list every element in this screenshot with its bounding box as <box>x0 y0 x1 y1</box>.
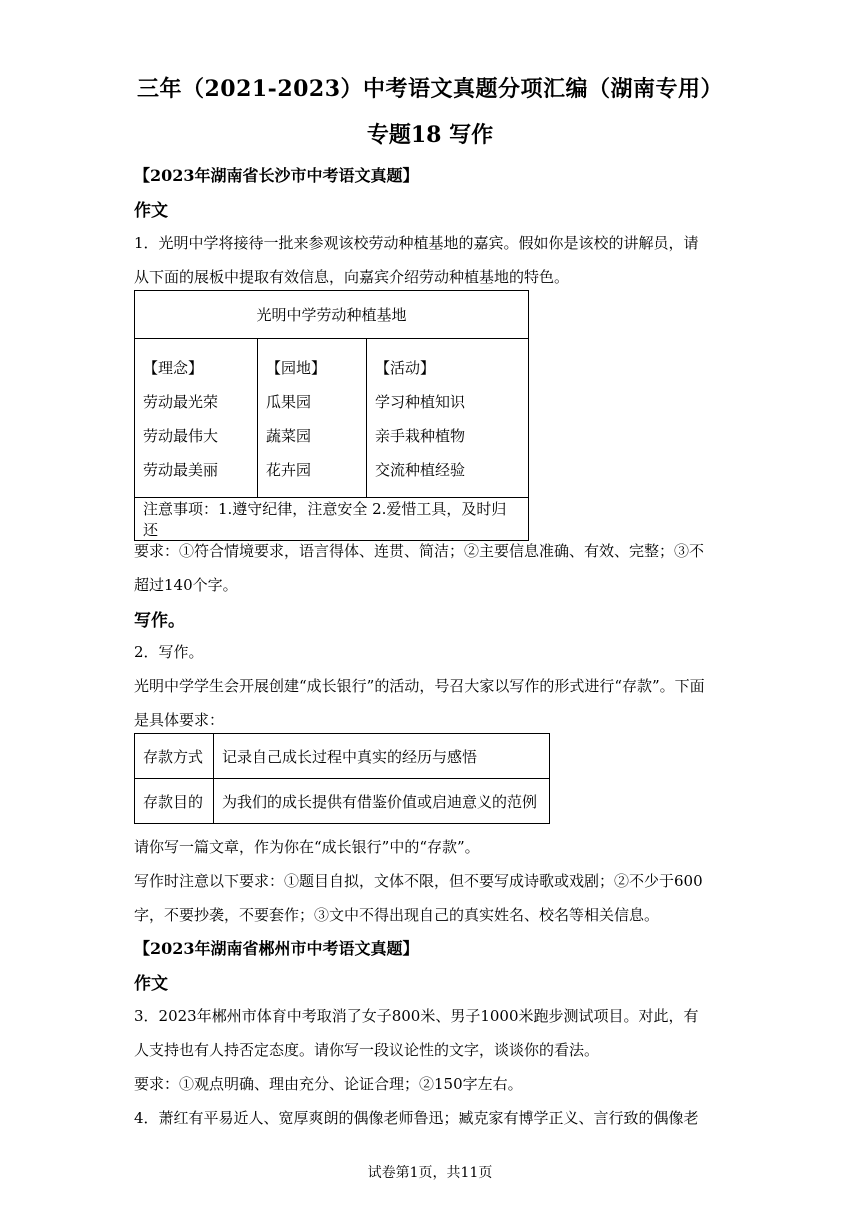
planting-base-table <box>134 290 529 541</box>
column-item: 劳动最光荣 <box>143 393 219 411</box>
question-3-requirements: 要求：①观点明确、理由充分、论证合理；②150字左右。 <box>134 1075 523 1093</box>
document-title: 三年（2021-2023）中考语文真题分项汇编（湖南专用） <box>136 76 724 102</box>
column-header: 【园地】 <box>266 359 327 377</box>
column-item: 花卉园 <box>266 461 312 479</box>
question-4-line-1: 4．萧红有平易近人、宽厚爽朗的偶像老师鲁迅；臧克家有博学正义、言行致的偶像老 <box>134 1109 699 1127</box>
column-concept <box>135 339 258 498</box>
column-header: 【理念】 <box>143 359 204 377</box>
column-item: 劳动最伟大 <box>143 427 219 445</box>
savings-table <box>134 733 550 824</box>
section-label-composition-2: 作文 <box>134 974 168 994</box>
question-2-line-2: 是具体要求： <box>134 711 225 729</box>
question-2-instruction: 请你写一篇文章，作为你在“成长银行”中的“存款”。 <box>134 838 480 856</box>
question-2-requirement-2: 字，不要抄袭，不要套作；③文中不得出现自己的真实姓名、校名等相关信息。 <box>134 906 660 924</box>
table-row <box>135 779 550 824</box>
table-note: 注意事项：1.遵守纪律，注意安全 2.爱惜工具，及时归还 <box>135 498 529 541</box>
section-header-chenzhou: 【2023年湖南省郴州市中考语文真题】 <box>134 939 419 958</box>
column-item: 亲手栽种植物 <box>375 427 466 445</box>
question-2-title: 2．写作。 <box>134 643 204 661</box>
row-value: 为我们的成长提供有借鉴价值或启迪意义的范例 <box>214 779 550 824</box>
column-item: 劳动最美丽 <box>143 461 219 479</box>
section-label-composition: 作文 <box>134 201 168 221</box>
row-key: 存款方式 <box>135 734 214 779</box>
column-header: 【活动】 <box>375 359 436 377</box>
question-3-line-2: 人支持也有人持否定态度。请你写一段议论性的文字，谈谈你的看法。 <box>134 1041 600 1059</box>
section-label-writing: 写作。 <box>134 611 185 631</box>
question-2-requirement-1: 写作时注意以下要求：①题目自拟，文体不限，但不要写成诗歌或戏剧；②不少于600 <box>134 872 703 890</box>
document-subtitle: 专题18 写作 <box>366 122 494 148</box>
requirements-line-2: 超过140个字。 <box>134 576 238 594</box>
column-activity <box>367 339 529 498</box>
requirements-line-1: 要求：①符合情境要求，语言得体、连贯、简洁；②主要信息准确、有效、完整；③不 <box>134 542 705 560</box>
column-item: 瓜果园 <box>266 393 312 411</box>
row-key: 存款目的 <box>135 779 214 824</box>
question-1-line-2: 从下面的展板中提取有效信息，向嘉宾介绍劳动种植基地的特色。 <box>134 268 570 286</box>
column-item: 学习种植知识 <box>375 393 466 411</box>
column-item: 蔬菜园 <box>266 427 312 445</box>
table-row <box>135 734 550 779</box>
row-value: 记录自己成长过程中真实的经历与感悟 <box>214 734 550 779</box>
section-header-changsha: 【2023年湖南省长沙市中考语文真题】 <box>134 166 419 185</box>
question-3-line-1: 3．2023年郴州市体育中考取消了女子800米、男子1000米跑步测试项目。对此，有 <box>134 1007 699 1025</box>
column-item: 交流种植经验 <box>375 461 466 479</box>
column-garden <box>258 339 367 498</box>
table-title: 光明中学劳动种植基地 <box>135 291 529 339</box>
page-footer: 试卷第1页，共11页 <box>367 1165 493 1181</box>
question-1-line-1: 1．光明中学将接待一批来参观该校劳动种植基地的嘉宾。假如你是该校的讲解员，请 <box>134 234 699 252</box>
question-2-line-1: 光明中学学生会开展创建“成长银行”的活动，号召大家以写作的形式进行“存款”。下面 <box>134 677 705 695</box>
